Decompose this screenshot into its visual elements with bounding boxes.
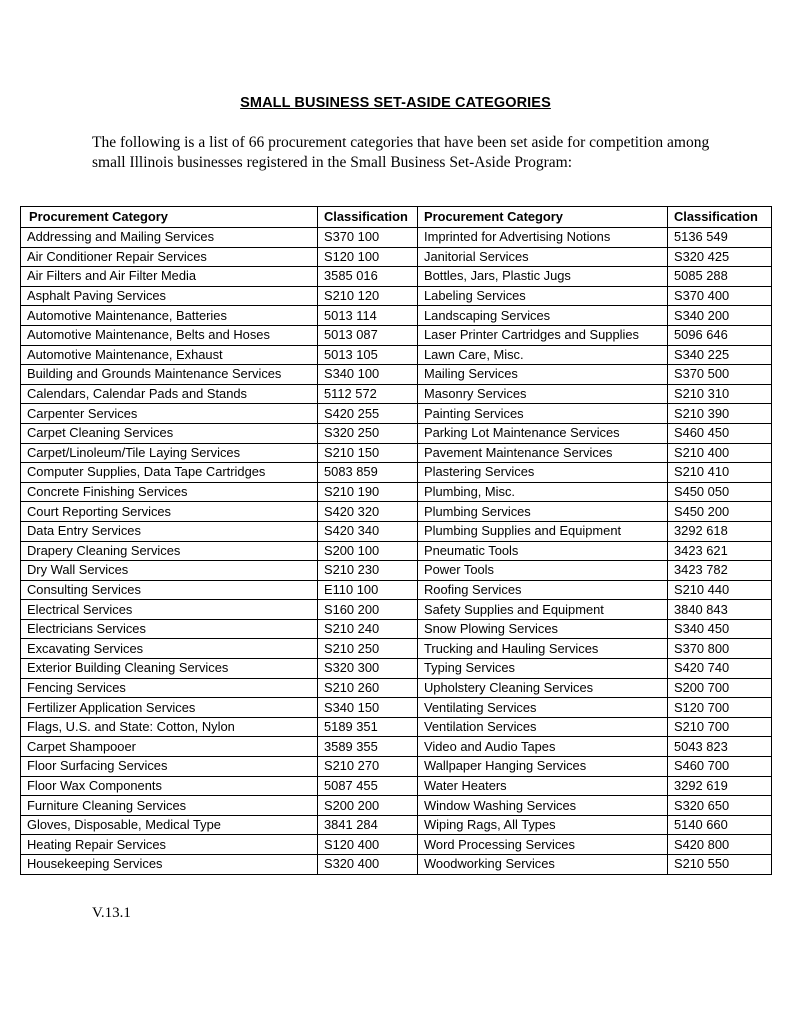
table-row — [21, 521, 772, 541]
category-right-cell: Snow Plowing Services — [418, 619, 668, 639]
classification-right-cell: S200 700 — [668, 678, 772, 698]
classification-left-cell: 3589 355 — [318, 737, 418, 757]
category-right-cell: Woodworking Services — [418, 855, 668, 875]
category-left-cell: Computer Supplies, Data Tape Cartridges — [21, 463, 318, 483]
table-row — [21, 267, 772, 287]
category-left-cell: Furniture Cleaning Services — [21, 796, 318, 816]
classification-left-cell: S340 100 — [318, 365, 418, 385]
category-right-cell: Safety Supplies and Equipment — [418, 600, 668, 620]
category-left-cell: Flags, U.S. and State: Cotton, Nylon — [21, 717, 318, 737]
table-row — [21, 228, 772, 248]
classification-left-cell: S420 255 — [318, 404, 418, 424]
category-left-cell: Addressing and Mailing Services — [21, 228, 318, 248]
classification-right-cell: S420 740 — [668, 659, 772, 679]
table-row — [21, 423, 772, 443]
classification-right-cell: S210 400 — [668, 443, 772, 463]
table-row — [21, 247, 772, 267]
classification-right-cell: S120 700 — [668, 698, 772, 718]
table-row — [21, 796, 772, 816]
classification-right-cell: S210 310 — [668, 384, 772, 404]
classification-right-cell: S460 450 — [668, 423, 772, 443]
classification-left-cell: 3841 284 — [318, 815, 418, 835]
category-right-cell: Water Heaters — [418, 776, 668, 796]
classification-left-cell: S210 240 — [318, 619, 418, 639]
category-left-cell: Concrete Finishing Services — [21, 482, 318, 502]
category-right-cell: Plumbing, Misc. — [418, 482, 668, 502]
categories-table — [20, 206, 772, 875]
table-body — [21, 228, 772, 875]
table-header-row — [21, 207, 772, 228]
category-right-cell: Pneumatic Tools — [418, 541, 668, 561]
classification-right-cell: 3292 619 — [668, 776, 772, 796]
classification-left-cell: S210 270 — [318, 757, 418, 777]
classification-right-cell: S420 800 — [668, 835, 772, 855]
category-left-cell: Dry Wall Services — [21, 561, 318, 581]
classification-left-cell: 5087 455 — [318, 776, 418, 796]
intro-paragraph: The following is a list of 66 procurement categories that have been set aside for competition among small Illinois businesses registered in the Small Business Set-Aside Program: — [92, 134, 710, 171]
table-row — [21, 325, 772, 345]
category-left-cell: Automotive Maintenance, Exhaust — [21, 345, 318, 365]
classification-left-cell: S320 300 — [318, 659, 418, 679]
classification-left-cell: S210 190 — [318, 482, 418, 502]
classification-left-cell: 5013 114 — [318, 306, 418, 326]
category-right-cell: Wallpaper Hanging Services — [418, 757, 668, 777]
classification-left-cell: 3585 016 — [318, 267, 418, 287]
table-row — [21, 541, 772, 561]
header-procurement-category-right: Procurement Category — [418, 207, 668, 228]
classification-left-cell: S200 200 — [318, 796, 418, 816]
table-row — [21, 306, 772, 326]
category-right-cell: Pavement Maintenance Services — [418, 443, 668, 463]
category-left-cell: Drapery Cleaning Services — [21, 541, 318, 561]
category-right-cell: Painting Services — [418, 404, 668, 424]
classification-right-cell: S340 200 — [668, 306, 772, 326]
category-left-cell: Air Filters and Air Filter Media — [21, 267, 318, 287]
category-right-cell: Trucking and Hauling Services — [418, 639, 668, 659]
category-right-cell: Wiping Rags, All Types — [418, 815, 668, 835]
classification-left-cell: S200 100 — [318, 541, 418, 561]
category-left-cell: Fertilizer Application Services — [21, 698, 318, 718]
classification-left-cell: S210 230 — [318, 561, 418, 581]
table-row — [21, 776, 772, 796]
classification-left-cell: S340 150 — [318, 698, 418, 718]
classification-left-cell: 5083 859 — [318, 463, 418, 483]
category-right-cell: Window Washing Services — [418, 796, 668, 816]
category-right-cell: Ventilating Services — [418, 698, 668, 718]
classification-right-cell: S370 500 — [668, 365, 772, 385]
category-right-cell: Plumbing Services — [418, 502, 668, 522]
classification-left-cell: S320 250 — [318, 423, 418, 443]
classification-left-cell: S320 400 — [318, 855, 418, 875]
classification-right-cell: 3840 843 — [668, 600, 772, 620]
category-left-cell: Carpet/Linoleum/Tile Laying Services — [21, 443, 318, 463]
category-right-cell: Masonry Services — [418, 384, 668, 404]
category-left-cell: Exterior Building Cleaning Services — [21, 659, 318, 679]
version-label: V.13.1 — [92, 905, 131, 921]
classification-right-cell: S370 800 — [668, 639, 772, 659]
table-row — [21, 286, 772, 306]
classification-right-cell: 3292 618 — [668, 521, 772, 541]
category-right-cell: Plastering Services — [418, 463, 668, 483]
table-row — [21, 737, 772, 757]
table-row — [21, 757, 772, 777]
classification-left-cell: S120 400 — [318, 835, 418, 855]
classification-right-cell: S340 225 — [668, 345, 772, 365]
category-left-cell: Carpet Shampooer — [21, 737, 318, 757]
table-row — [21, 561, 772, 581]
table-row — [21, 365, 772, 385]
classification-left-cell: 5112 572 — [318, 384, 418, 404]
classification-left-cell: S370 100 — [318, 228, 418, 248]
category-right-cell: Upholstery Cleaning Services — [418, 678, 668, 698]
table-row — [21, 698, 772, 718]
classification-right-cell: 3423 621 — [668, 541, 772, 561]
classification-right-cell: S210 410 — [668, 463, 772, 483]
category-right-cell: Ventilation Services — [418, 717, 668, 737]
classification-right-cell: S320 650 — [668, 796, 772, 816]
classification-left-cell: 5189 351 — [318, 717, 418, 737]
classification-right-cell: S210 390 — [668, 404, 772, 424]
category-right-cell: Roofing Services — [418, 580, 668, 600]
category-right-cell: Lawn Care, Misc. — [418, 345, 668, 365]
category-left-cell: Building and Grounds Maintenance Services — [21, 365, 318, 385]
category-left-cell: Carpenter Services — [21, 404, 318, 424]
category-left-cell: Asphalt Paving Services — [21, 286, 318, 306]
table-row — [21, 619, 772, 639]
table-row — [21, 463, 772, 483]
classification-left-cell: S210 120 — [318, 286, 418, 306]
classification-left-cell: S420 340 — [318, 521, 418, 541]
classification-right-cell: S210 700 — [668, 717, 772, 737]
category-right-cell: Power Tools — [418, 561, 668, 581]
category-right-cell: Imprinted for Advertising Notions — [418, 228, 668, 248]
category-left-cell: Consulting Services — [21, 580, 318, 600]
category-left-cell: Floor Wax Components — [21, 776, 318, 796]
table-row — [21, 345, 772, 365]
table-row — [21, 502, 772, 522]
classification-right-cell: 5043 823 — [668, 737, 772, 757]
category-left-cell: Electrical Services — [21, 600, 318, 620]
table-row — [21, 580, 772, 600]
classification-left-cell: 5013 087 — [318, 325, 418, 345]
table-row — [21, 404, 772, 424]
header-procurement-category-left: Procurement Category — [21, 207, 318, 228]
table-row — [21, 384, 772, 404]
classification-right-cell: S210 550 — [668, 855, 772, 875]
category-left-cell: Automotive Maintenance, Belts and Hoses — [21, 325, 318, 345]
category-left-cell: Data Entry Services — [21, 521, 318, 541]
classification-left-cell: S210 150 — [318, 443, 418, 463]
classification-left-cell: E110 100 — [318, 580, 418, 600]
table-row — [21, 659, 772, 679]
category-left-cell: Electricians Services — [21, 619, 318, 639]
classification-right-cell: S320 425 — [668, 247, 772, 267]
category-left-cell: Court Reporting Services — [21, 502, 318, 522]
classification-right-cell: 5085 288 — [668, 267, 772, 287]
category-right-cell: Labeling Services — [418, 286, 668, 306]
classification-left-cell: S210 260 — [318, 678, 418, 698]
table-row — [21, 717, 772, 737]
table-row — [21, 443, 772, 463]
classification-right-cell: S450 050 — [668, 482, 772, 502]
classification-right-cell: S340 450 — [668, 619, 772, 639]
table-row — [21, 855, 772, 875]
category-right-cell: Landscaping Services — [418, 306, 668, 326]
category-left-cell: Gloves, Disposable, Medical Type — [21, 815, 318, 835]
document-title: SMALL BUSINESS SET-ASIDE CATEGORIES — [240, 95, 551, 111]
classification-right-cell: S450 200 — [668, 502, 772, 522]
category-right-cell: Parking Lot Maintenance Services — [418, 423, 668, 443]
category-right-cell: Bottles, Jars, Plastic Jugs — [418, 267, 668, 287]
table-row — [21, 835, 772, 855]
category-left-cell: Housekeeping Services — [21, 855, 318, 875]
category-left-cell: Fencing Services — [21, 678, 318, 698]
classification-right-cell: 5140 660 — [668, 815, 772, 835]
classification-right-cell: 3423 782 — [668, 561, 772, 581]
table-row — [21, 815, 772, 835]
category-right-cell: Typing Services — [418, 659, 668, 679]
classification-left-cell: S210 250 — [318, 639, 418, 659]
category-left-cell: Excavating Services — [21, 639, 318, 659]
category-left-cell: Carpet Cleaning Services — [21, 423, 318, 443]
category-right-cell: Mailing Services — [418, 365, 668, 385]
classification-left-cell: S160 200 — [318, 600, 418, 620]
classification-right-cell: 5096 646 — [668, 325, 772, 345]
classification-right-cell: S210 440 — [668, 580, 772, 600]
classification-left-cell: S120 100 — [318, 247, 418, 267]
category-right-cell: Video and Audio Tapes — [418, 737, 668, 757]
classification-left-cell: 5013 105 — [318, 345, 418, 365]
category-left-cell: Air Conditioner Repair Services — [21, 247, 318, 267]
category-right-cell: Plumbing Supplies and Equipment — [418, 521, 668, 541]
category-right-cell: Laser Printer Cartridges and Supplies — [418, 325, 668, 345]
category-left-cell: Floor Surfacing Services — [21, 757, 318, 777]
table-row — [21, 600, 772, 620]
header-classification-left: Classification — [318, 207, 418, 228]
category-right-cell: Janitorial Services — [418, 247, 668, 267]
category-left-cell: Heating Repair Services — [21, 835, 318, 855]
table-row — [21, 678, 772, 698]
classification-right-cell: S370 400 — [668, 286, 772, 306]
classification-right-cell: 5136 549 — [668, 228, 772, 248]
table-row — [21, 482, 772, 502]
classification-left-cell: S420 320 — [318, 502, 418, 522]
category-left-cell: Calendars, Calendar Pads and Stands — [21, 384, 318, 404]
category-right-cell: Word Processing Services — [418, 835, 668, 855]
header-classification-right: Classification — [668, 207, 772, 228]
table-row — [21, 639, 772, 659]
classification-right-cell: S460 700 — [668, 757, 772, 777]
category-left-cell: Automotive Maintenance, Batteries — [21, 306, 318, 326]
